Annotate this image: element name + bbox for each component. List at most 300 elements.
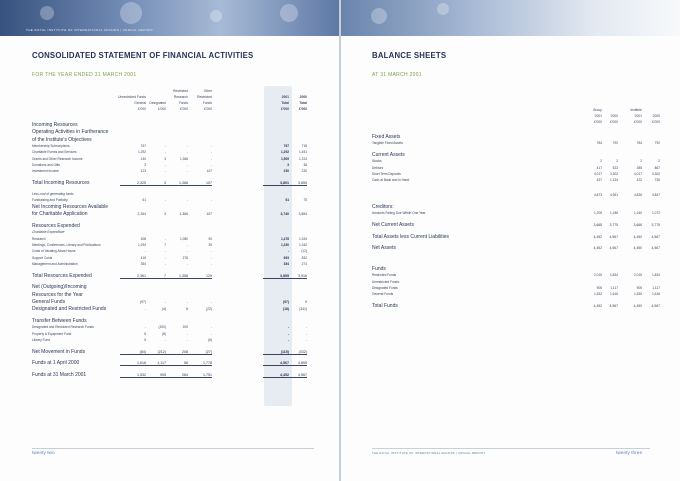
cell-value: - (186, 243, 188, 248)
row-label: Library Fund (32, 337, 50, 342)
cell-value: - (164, 255, 166, 260)
cell-value: 767 (283, 143, 289, 148)
cell-value: 1,834 (652, 273, 660, 278)
table-row (0, 180, 339, 186)
cell-value: 4,567 (651, 234, 660, 239)
table-row (0, 204, 339, 210)
cell-value: - (186, 169, 188, 174)
cell-value: 385 (636, 165, 642, 170)
table-row (0, 169, 339, 175)
cell-value: 905 (140, 373, 166, 378)
column-header-text: £'000 (610, 120, 618, 124)
cell-value: 3,855 (263, 274, 289, 279)
cell-value: 230 (301, 169, 307, 174)
cell-value: 2,325 (120, 181, 146, 186)
table-row (0, 122, 339, 128)
table-row (0, 249, 339, 255)
table-row (341, 193, 680, 199)
cell-value: - (287, 249, 289, 254)
cell-value: (200) (158, 325, 166, 330)
cell-value: (5) (208, 337, 212, 342)
cell-value: - (164, 143, 166, 148)
column-header-text: £'000 (204, 107, 212, 111)
statement-subtitle: FOR THE YEAR ENDED 31 MARCH 2001 (32, 72, 137, 78)
column-header-text: 2001 (281, 95, 289, 99)
cell-value: 4,567 (609, 303, 618, 308)
cell-value: 1,778 (186, 361, 212, 366)
table-row (0, 360, 339, 366)
table-row (0, 284, 339, 290)
cell-value: - (144, 307, 146, 312)
cell-value: 2,015 (634, 273, 642, 278)
column-header-text: General (134, 101, 146, 105)
cell-value: 1,532 (594, 292, 602, 297)
cell-value: - (164, 236, 166, 241)
cell-value: 4,017 (634, 171, 642, 176)
cell-value: - (164, 299, 166, 304)
cell-value: 1,292 (281, 150, 289, 155)
cell-value: - (144, 249, 146, 254)
cell-value: 792 (612, 141, 618, 146)
column-header-text: £'000 (280, 107, 289, 111)
cell-value: - (210, 162, 212, 167)
row-label: Property & Equipment Fund (32, 331, 72, 336)
statement-title: CONSOLIDATED STATEMENT OF FINANCIAL ACTIVITIES (32, 51, 254, 60)
cell-value: 4,452 (593, 246, 602, 251)
column-header-text: 2001 (634, 114, 642, 118)
cell-value: 1,451 (299, 150, 307, 155)
table-row (341, 178, 680, 184)
cell-value: 1,294 (138, 243, 146, 248)
right-footer-text: THE ROYAL INSTITUTE OF INTERNATIONAL AFFAIRS | ANNUAL REPORT (372, 452, 486, 455)
cell-value: 3,668 (593, 223, 602, 228)
cell-value: 5 (144, 337, 146, 342)
cell-value: 129 (186, 274, 212, 279)
cell-value: 8 (186, 307, 188, 312)
cell-value: 4,826 (634, 193, 642, 198)
cell-value: 4,873 (594, 193, 602, 198)
cell-value: 2 (600, 159, 602, 164)
cell-value: 2,015 (594, 273, 602, 278)
cell-value: (97) (139, 299, 146, 304)
table-row (0, 237, 339, 243)
table-row (341, 222, 680, 228)
column-header-text: Unrestricted Funds (118, 95, 146, 99)
column-header-text: Group (592, 108, 602, 112)
cell-value: 3,659 (281, 181, 307, 186)
table-row (341, 152, 680, 158)
cell-value: - (164, 261, 166, 266)
cell-value: 107 (206, 212, 212, 217)
table-row (341, 292, 680, 298)
cell-value: 4,450 (633, 234, 642, 239)
left-footer-rule (32, 448, 314, 449)
cell-value: (332) (281, 350, 307, 355)
cell-value: 75 (303, 197, 307, 202)
balance-sheets-subtitle: AT 31 MARCH 2001 (372, 72, 422, 78)
cell-value: - (186, 197, 188, 202)
cell-value: - (186, 337, 188, 342)
cell-value: 264 (162, 373, 188, 378)
table-row (0, 243, 339, 249)
cell-value: (27) (186, 350, 212, 355)
column-header-text: £'000 (298, 107, 307, 111)
cell-value: 1,072 (652, 211, 660, 216)
cell-value: 1,334 (299, 236, 307, 241)
row-label: Meetings, Conferences, Library and Publications (32, 243, 101, 248)
row-label: Transfer Between Funds (32, 317, 87, 324)
cell-value: 3,740 (280, 212, 289, 217)
row-label: Short Term Deposits (372, 171, 401, 176)
cell-value: 1,751 (186, 373, 212, 378)
cell-value: 1,117 (610, 285, 618, 290)
row-label: Fixed Assets (372, 134, 401, 140)
cell-value: 3,666 (633, 223, 642, 228)
cell-value: 3,302 (610, 171, 618, 176)
table-row (341, 204, 680, 210)
table-row (341, 172, 680, 178)
table-row (341, 266, 680, 272)
cell-value: 3,916 (281, 274, 307, 279)
cell-value: - (186, 331, 188, 336)
cell-value: - (305, 325, 307, 330)
column-header-text: Total (281, 101, 289, 105)
table-row (0, 349, 339, 355)
row-label: Stocks (372, 159, 382, 164)
row-label: Net (Outgoing)/Incoming (32, 284, 87, 291)
cell-value: - (210, 156, 212, 161)
column-header-text: Institute (630, 108, 642, 112)
table-row (0, 144, 339, 150)
cell-value: 107 (186, 181, 212, 186)
cell-value: 61 (142, 197, 146, 202)
cell-value: 61 (285, 197, 289, 202)
cell-value: 1,509 (281, 156, 289, 161)
cell-value: - (186, 150, 188, 155)
cell-value: - (210, 331, 212, 336)
row-label: Costs of Vacating Alnas House (32, 249, 76, 254)
table-row (341, 286, 680, 292)
cell-value: 3 (144, 162, 146, 167)
cell-value: (12) (301, 249, 307, 254)
column-header-text: £'000 (158, 107, 166, 111)
cell-value: 4,567 (281, 373, 307, 378)
cell-value: - (186, 261, 188, 266)
row-label: Funds at 1 April 2000 (32, 360, 80, 367)
cell-value: - (210, 249, 212, 254)
cell-value: 7 (164, 243, 166, 248)
cell-value: (84) (120, 350, 146, 355)
cell-value: (212) (140, 350, 166, 355)
table-row (341, 159, 680, 165)
cell-value: 1,530 (634, 292, 642, 297)
cell-value: 8 (144, 331, 146, 336)
column-header-text: £'000 (652, 120, 660, 124)
cell-value: 2 (616, 159, 618, 164)
row-label: Membership Subscriptions (32, 143, 70, 148)
row-label: Research (32, 236, 46, 241)
right-banner-image (341, 0, 680, 36)
row-label: Less cost of generating funds (32, 191, 74, 196)
table-row (0, 262, 339, 268)
cell-value: - (287, 337, 289, 342)
right-page-folio: twenty three (616, 451, 643, 456)
table-row (0, 332, 339, 338)
right-footer-rule (372, 448, 650, 449)
row-label: Net Incoming Resources Available (32, 204, 109, 211)
cell-value: - (210, 255, 212, 260)
cell-value: 1,224 (299, 156, 307, 161)
table-row (0, 318, 339, 324)
cell-value: 4,567 (651, 303, 660, 308)
row-label: Funds at 31 March 2001 (32, 371, 87, 378)
cell-value: - (164, 169, 166, 174)
cell-value: 2 (640, 159, 642, 164)
cell-value: - (210, 143, 212, 148)
column-header-text: Funds (202, 101, 212, 105)
cell-value: 308 (140, 236, 146, 241)
cell-value: 1,134 (610, 178, 618, 183)
cell-value: - (144, 325, 146, 330)
cell-value: 354 (140, 261, 146, 266)
cell-value: 3,584 (298, 212, 307, 217)
row-label: for Charitable Application (32, 211, 88, 218)
cell-value: 3,775 (609, 223, 618, 228)
column-header-text: £'000 (594, 120, 602, 124)
column-header-text: Designated (149, 101, 166, 105)
table-row (341, 234, 680, 240)
cell-value: 437 (596, 178, 602, 183)
table-row (0, 230, 339, 236)
cell-value: - (186, 249, 188, 254)
table-row (341, 245, 680, 251)
cell-value: 1,358 (162, 274, 188, 279)
table-row (0, 192, 339, 198)
row-label: Resources Expended (32, 223, 80, 230)
table-row (0, 198, 339, 204)
row-label: Resources for the Year (32, 291, 83, 298)
row-label: Debtors (372, 165, 384, 170)
cell-value: - (210, 325, 212, 330)
left-page-folio: twenty two (32, 451, 55, 456)
cell-value: 867 (654, 165, 660, 170)
cell-value: 4,452 (593, 303, 602, 308)
cell-value: 905 (636, 285, 642, 290)
row-label: Cash at Bank and in Hand (372, 178, 410, 183)
row-label: Total Resources Expended (32, 272, 92, 279)
cell-value: 4,567 (651, 246, 660, 251)
cell-value: 4,452 (593, 234, 602, 239)
cell-value: 140 (140, 156, 146, 161)
table-row (0, 325, 339, 331)
table-row (341, 211, 680, 217)
cell-value: 1,160 (634, 211, 642, 216)
cell-value: (4) (161, 307, 166, 312)
cell-value: 784 (636, 141, 642, 146)
cell-value: 832 (301, 255, 307, 260)
row-label: Net Movement in Funds (32, 348, 86, 355)
cell-value: (97) (282, 299, 289, 304)
row-label: Unrestricted Funds: (372, 279, 400, 284)
cell-value: 1,186 (610, 211, 618, 216)
row-label: Funds (372, 266, 386, 272)
cell-value: 7 (140, 274, 166, 279)
cell-value: 1,292 (138, 150, 146, 155)
cell-value: (8) (162, 331, 166, 336)
table-row (0, 137, 339, 143)
cell-value: 415 (140, 255, 146, 260)
column-header-text: Restricted (173, 89, 188, 93)
cell-value: - (305, 331, 307, 336)
cell-value: - (164, 197, 166, 202)
cell-value: - (287, 331, 289, 336)
left-page (0, 0, 339, 481)
row-label: Charitable Events and Services (32, 150, 77, 155)
cell-value: 1,616 (120, 361, 146, 366)
row-label: Net Current Assets (372, 222, 414, 229)
column-header-text: Funds (178, 101, 188, 105)
cell-value: 90 (208, 236, 212, 241)
row-label: Grants and Other Research Income (32, 156, 83, 161)
row-label: Designated and Restricted Funds (32, 306, 107, 313)
table-row (341, 141, 680, 147)
column-header-text: Total (299, 101, 307, 105)
cell-value: 208 (162, 350, 188, 355)
row-label: Total Funds (372, 302, 398, 309)
cell-value: 107 (206, 169, 212, 174)
table-row (341, 134, 680, 140)
table-row (341, 303, 680, 309)
cell-value: 693 (283, 255, 289, 260)
table-row (0, 129, 339, 135)
cell-value: - (186, 143, 188, 148)
cell-value: - (186, 299, 188, 304)
table-row (0, 306, 339, 312)
cell-value: 736 (654, 178, 660, 183)
column-header-text: £'000 (138, 107, 146, 111)
column-header-text: 2001 (594, 114, 602, 118)
table-row (0, 256, 339, 262)
table-row (341, 280, 680, 286)
table-row (0, 372, 339, 378)
cell-value: 1,117 (140, 361, 166, 366)
table-row (0, 150, 339, 156)
row-label: Designated and Restricted Research Funds (32, 325, 94, 330)
cell-value: - (287, 325, 289, 330)
cell-value: 3,302 (652, 171, 660, 176)
cell-value: 3 (287, 162, 289, 167)
cell-value: 792 (654, 141, 660, 146)
row-label: of the Institute's Objectives (32, 136, 92, 143)
row-label: Net Assets (372, 245, 396, 252)
cell-value: 39 (208, 243, 212, 248)
row-label: Investment Income (32, 169, 59, 174)
row-label: Management and Administration (32, 261, 78, 266)
cell-value: 523 (612, 165, 618, 170)
cell-value: 1,366 (179, 212, 188, 217)
cell-value: 1,366 (162, 181, 188, 186)
cell-value: 56 (162, 361, 188, 366)
cell-value: 1,616 (610, 292, 618, 297)
row-label: Charitable Expenditure (32, 230, 65, 235)
left-banner-image (0, 0, 339, 36)
table-row (0, 163, 339, 169)
cell-value: - (186, 162, 188, 167)
cell-value: 1,532 (120, 373, 146, 378)
row-label: Incoming Resources (32, 122, 78, 128)
cell-value: 718 (301, 143, 307, 148)
table-row (0, 338, 339, 344)
cell-value: 1,330 (281, 243, 289, 248)
cell-value: 4,961 (610, 193, 618, 198)
cell-value: 278 (182, 255, 188, 260)
cell-value: 274 (301, 261, 307, 266)
column-header-text: 2000 (652, 114, 660, 118)
cell-value: 1,117 (652, 285, 660, 290)
column-header-text: 2000 (299, 95, 307, 99)
column-header-text: £'000 (634, 120, 642, 124)
row-label: Operating Activities in Furtherance (32, 129, 109, 136)
cell-value: 1,834 (610, 273, 618, 278)
balance-sheets-title: BALANCE SHEETS (372, 51, 447, 60)
row-label: Designated Funds (372, 285, 398, 290)
row-label: Total Incoming Resources (32, 179, 90, 186)
cell-value: 4,450 (633, 246, 642, 251)
row-label: Donations and Gifts (32, 162, 60, 167)
table-row (0, 299, 339, 305)
cell-value: (341) (299, 307, 307, 312)
column-header-text: Other (203, 89, 212, 93)
cell-value: - (305, 337, 307, 342)
cell-value: 4,567 (263, 361, 289, 366)
cell-value: 417 (596, 165, 602, 170)
table-row (341, 166, 680, 172)
table-row (0, 157, 339, 163)
cell-value: (18) (282, 307, 289, 312)
cell-value: 3 (164, 212, 166, 217)
right-page (341, 0, 680, 481)
cell-value: (115) (263, 350, 289, 355)
cell-value: 354 (283, 261, 289, 266)
cell-value: 200 (182, 325, 188, 330)
cell-value: - (164, 150, 166, 155)
row-label: Restricted Funds (372, 273, 397, 278)
cell-value: 1,478 (281, 236, 289, 241)
column-header-text: Restricted (197, 95, 212, 99)
cell-value: 123 (140, 169, 146, 174)
cell-value: 1,342 (299, 243, 307, 248)
cell-value: - (210, 299, 212, 304)
row-label: General Funds (372, 292, 394, 297)
row-label: Fundraising and Publicity (32, 197, 68, 202)
row-label: General Funds (32, 298, 66, 305)
cell-value: 1,616 (652, 292, 660, 297)
cell-value: - (164, 162, 166, 167)
cell-value: - (210, 150, 212, 155)
cell-value: 1,205 (594, 211, 602, 216)
cell-value: 2,361 (120, 274, 146, 279)
row-label: Total Assets less Current Liabilities (372, 233, 449, 240)
row-label: Amounts Falling Due Within One Year (372, 211, 426, 216)
column-header-text: Research (173, 95, 188, 99)
cell-value: 4,017 (594, 171, 602, 176)
cell-value: - (210, 261, 212, 266)
left-banner-text: THE ROYAL INSTITUTE OF INTERNATIONAL AFFAIRS | ANNUAL REPORT (26, 28, 154, 32)
row-label: Support Costs (32, 255, 53, 260)
cell-value: 230 (283, 169, 289, 174)
cell-value: 2 (658, 159, 660, 164)
cell-value: 4,567 (609, 246, 618, 251)
